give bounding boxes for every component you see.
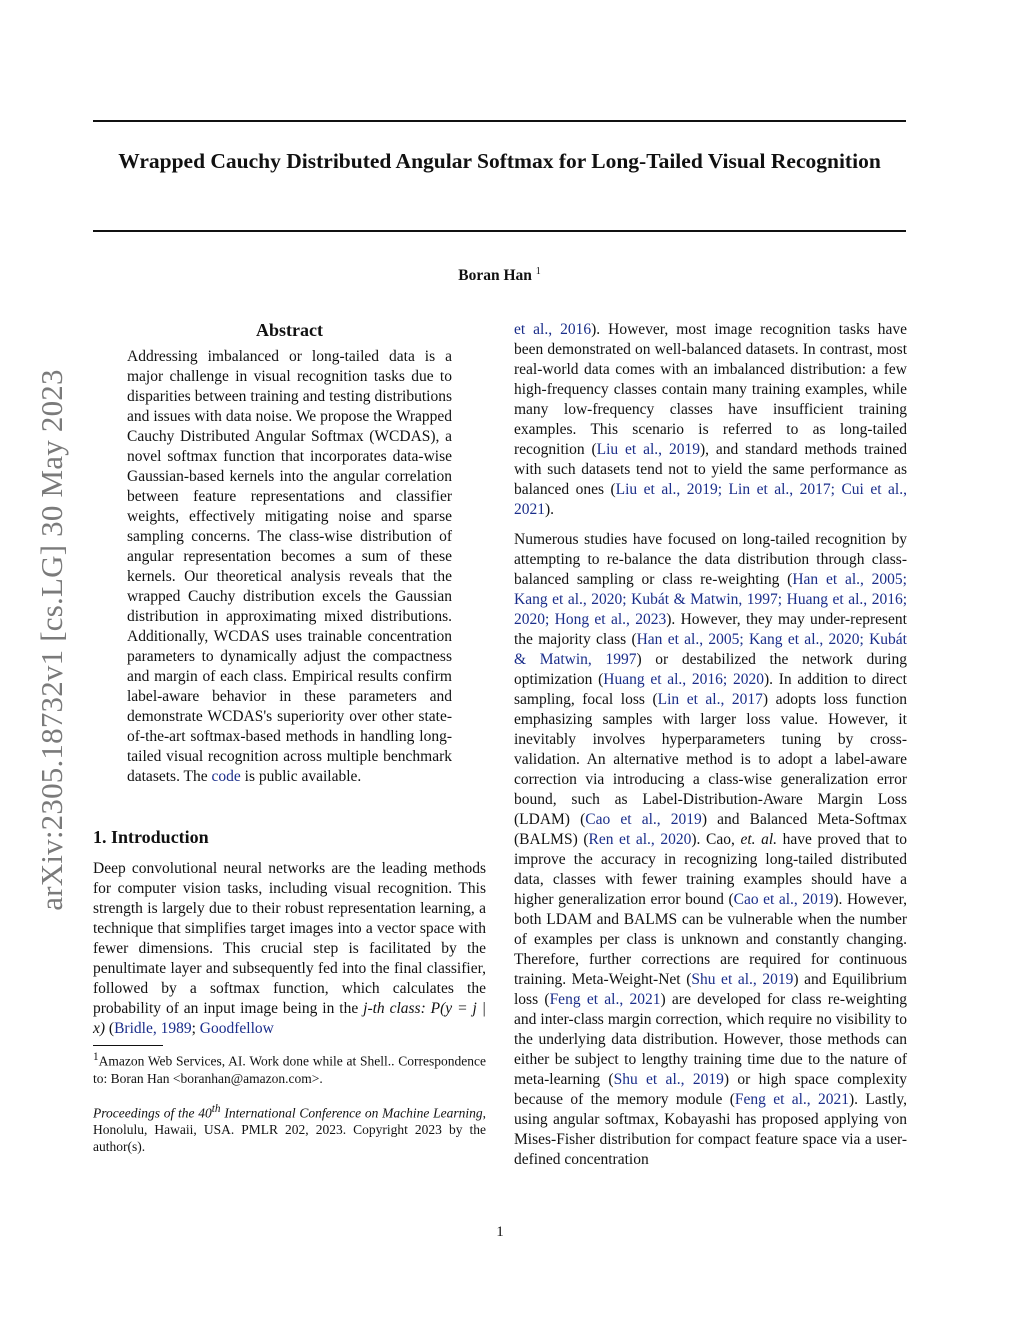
right-column [514, 320, 907, 1180]
introduction-paragraph-2: Numerous studies have focused on long-tailed recognition by attempting to re-balance the data distribution through class-balanced sampling or class re-weighting (Han et al., 2005; Kang et al., 2020; Kubát & Matwin, 1997; Huang et al., 2016; 2020; Hong et al., 2023). However, they may under-represent the majority class (Han et al., 2005; Kang et al., 2020; Kubát & Matwin, 1997) or destabilized the network during optimization (Huang et al., 2016; 2020). In addition to direct sampling, focal loss (Lin et al., 2017) adopts loss function emphasizing samples with larger loss value. However, it inevitably involves hyperparameters tuning by cross-validation. An alternative method is to adopt a label-aware correction via introducing a class-wise generalization error bound, such as Label-Distribution-Aware Margin Loss (LDAM) (Cao et al., 2019) and Balanced Meta-Softmax (BALMS) (Ren et al., 2020). Cao, et. al. have proved that to improve the accuracy in recognizing long-tailed distributed data, classes with fewer training examples should have a higher generalization error bound (Cao et al., 2019). However, both LDAM and BALMS can be vulnerable when the number of examples per class is unknown and constantly changing. Therefore, further corrections are required for continuous training. Meta-Weight-Net (Shu et al., 2019) and Equilibrium loss (Feng et al., 2021) are developed for class re-weighting and inter-class margin correction, which require no visibility to the underlying data distribution. However, those methods can either be subject to lengthy training time due to the nature of meta-learning (Shu et al., 2019) or high space complexity because of the memory module (Feng et al., 2021). Lastly, using angular softmax, Kobayashi has proposed applying von Mises-Fisher distribution for compact feature space via a user-defined concentration [514, 531, 908, 1168]
page-number: 1 [496, 1224, 504, 1240]
abstract-heading: Abstract [256, 320, 323, 340]
introduction-paragraph-1: Deep convolutional neural networks are the leading methods for computer vision tasks, including visual recognition. This strength is largely due to their robust representation learning, a technique that simplifies target images into a vector space with fewer dimensions. This crucial step is facilitated by the penultimate layer and subsequently fed into the final classifier, followed by a softmax function, which calculates the probability of an input image being in the j-th class: P(y = j | x) (Bridle, 1989; Goodfellow [93, 860, 486, 1037]
title-top-rule [93, 120, 906, 122]
title-bottom-rule [93, 230, 906, 232]
citation-link[interactable]: Cao et al., 2019 [733, 891, 834, 908]
arxiv-identifier[interactable]: arXiv:2305.18732v1 [cs.LG] 30 May 2023 [34, 369, 69, 911]
citation-link[interactable]: Goodfellow [199, 1020, 274, 1037]
citation-link[interactable]: Feng et al., 2021 [734, 1091, 849, 1108]
citation-link[interactable]: Liu et al., 2019; Lin et al., 2017; Cui et al., 2021 [514, 481, 907, 518]
citation-link[interactable]: Shu et al., 2019 [691, 971, 794, 988]
citation-link[interactable]: et al., 2016 [514, 321, 592, 338]
author-affiliation-mark: 1 [535, 266, 541, 277]
abstract-body: Addressing imbalanced or long-tailed data is a major challenge in visual recognition tasks due to disparities between training and testing distributions and issues with data noise. We propose the Wrapped Cauchy Distributed Angular Softmax (WCDAS), a novel softmax function that incorporates data-wise Gaussian-based kernels into the angular correlation between feature representations and classifier weights, effectively mitigating noise and sparse sampling concerns. The class-wise distribution of angular representation becomes a sum of these kernels. Our theoretical analysis reveals that the wrapped Cauchy distribution excels the Gaussian distribution in approximating mixed distributions. Additionally, WCDAS uses trainable concentration parameters to dynamically adjust the compactness and margin of each class. Empirical results confirm label-aware behavior in these parameters and demonstrate WCDAS's superiority over other state-of-the-art softmax-based methods in handling long-tailed visual recognition across multiple benchmark datasets. The code is public available. [127, 348, 452, 785]
citation-link[interactable]: Han et al., 2005; Kang et al., 2020; Kubát & Matwin, 1997 [514, 631, 907, 668]
citation-link[interactable]: Han et al., 2005; Kang et al., 2020; Kubát & Matwin, 1997; Huang et al., 2016; 2020; Hong et al., 2023 [514, 571, 907, 628]
introduction-paragraph-1-continued: et al., 2016). However, most image recognition tasks have been demonstrated on well-balanced datasets. In contrast, most real-world data comes with an imbalanced distribution: a few high-frequency classes contain many training examples, while many low-frequency classes have insufficient training examples. This scenario is referred to as long-tailed recognition (Liu et al., 2019), and standard methods trained with such datasets tend not to yield the same performance as balanced ones (Liu et al., 2019; Lin et al., 2017; Cui et al., 2021). [514, 321, 908, 518]
citation-link[interactable]: Liu et al., 2019 [596, 441, 700, 458]
citation-link[interactable]: Huang et al., 2016; 2020 [603, 671, 764, 688]
citation-link[interactable]: Shu et al., 2019 [613, 1071, 724, 1088]
paper-title: Wrapped Cauchy Distributed Angular Softmax for Long-Tailed Visual Recognition [118, 149, 881, 173]
left-column [93, 318, 486, 1155]
author-line [93, 266, 906, 285]
code-link[interactable]: code [211, 768, 241, 785]
introduction-heading: 1. Introduction [93, 827, 209, 847]
proceedings-note: Proceedings of the 40th International Conference on Machine Learning, Honolulu, Hawaii, USA. PMLR 202, 2023. Copyright 2023 by the author(s). [93, 1102, 487, 1154]
citation-link[interactable]: Feng et al., 2021 [549, 991, 661, 1008]
affiliation-footnote: $^1$Amazon Web Services, AI. Work done while at Shell.. Correspondence to: Boran Han <boranhan@amazon.com>. [93, 1051, 486, 1086]
citation-link[interactable]: Cao et al., 2019 [585, 811, 702, 828]
citation-link[interactable]: Bridle, 1989 [114, 1020, 192, 1037]
author-name: Boran Han [458, 267, 532, 285]
citation-link[interactable]: Lin et al., 2017 [657, 691, 763, 708]
citation-link[interactable]: Ren et al., 2020 [588, 831, 692, 848]
class-probability-formula: j-th class: P(y = j | x) [93, 1000, 486, 1037]
footnote-divider [93, 1045, 163, 1046]
